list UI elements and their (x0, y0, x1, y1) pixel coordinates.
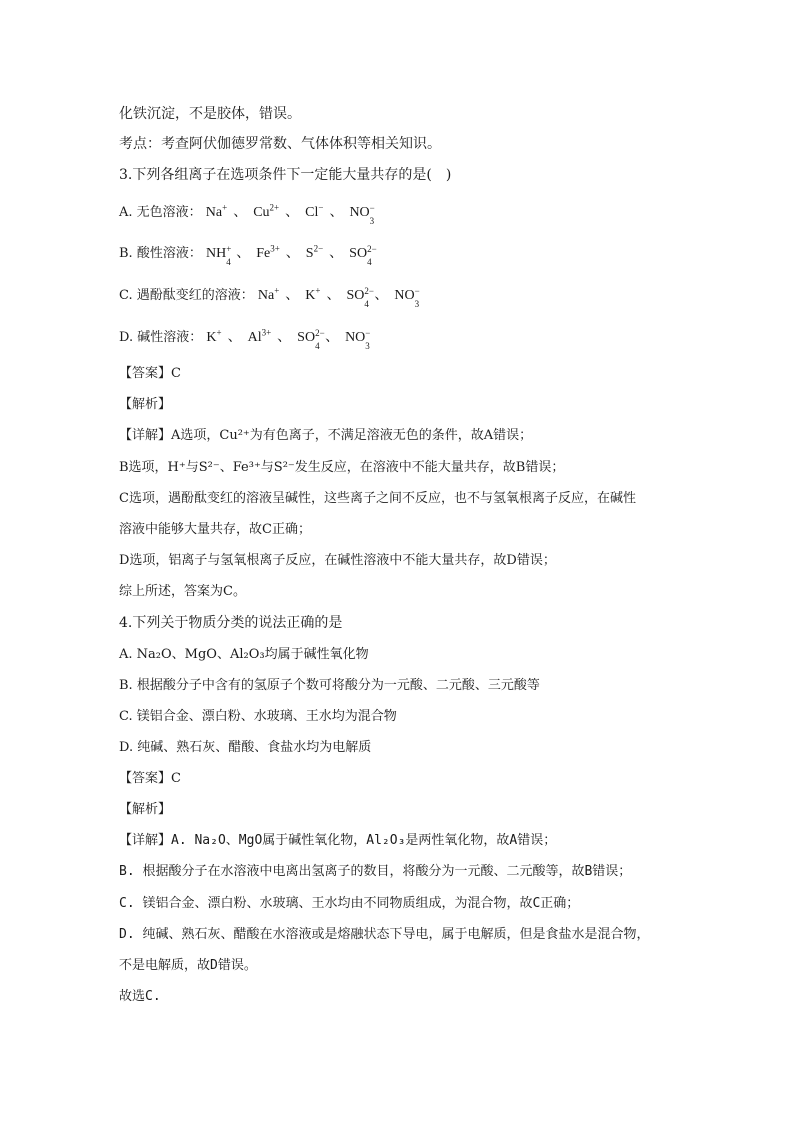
ion-list: Na+ 、 $Cu^{2+}$ 、 Cl− 、 NO − 3 (205, 202, 375, 226)
ion-list: K+ 、 $Al^{3+}$ 、 SO 2− 4 、 NO − 3 (206, 327, 371, 351)
option-label: B. 酸性溶液： (119, 246, 202, 261)
answer-label: 【答案】C (119, 771, 181, 786)
question-4-option-a: A. Na₂O、MgO、Al₂O₃均属于碱性氧化物 (119, 647, 369, 662)
answer-label: 【答案】C (119, 366, 181, 381)
explanation-line: C. 镁铝合金、漂白粉、水玻璃、王水均由不同物质组成，为混合物，故C正确； (119, 896, 580, 911)
explanation-line: 故选C. (119, 989, 161, 1004)
question-3-option-d (119, 327, 375, 351)
option-label: A. 无色溶液： (119, 205, 202, 220)
question-3-option-b (119, 243, 377, 267)
explanation-line: 【详解】A. Na₂O、MgO属于碱性氧化物，Al₂O₃是两性氧化物，故A错误； (119, 833, 557, 848)
explanation-line: 【详解】A选项，Cu²⁺为有色离子，不满足溶液无色的条件，故A错误； (119, 428, 533, 443)
explanation-line: C选项，遇酚酞变红的溶液呈碱性，这些离子之间不反应，也不与氢氧根离子反应，在碱性 (119, 491, 636, 506)
explanation-line: B选项，H⁺与S²⁻、Fe³⁺与S²⁻发生反应，在溶液中不能大量共存，故B错误； (119, 460, 565, 475)
explanation-line: 溶液中能够大量共存，故C正确； (119, 522, 311, 537)
explanation-line: D. 纯碱、熟石灰、醋酸在水溶液或是熔融状态下导电，属于电解质，但是食盐水是混合物， (119, 927, 650, 942)
analysis-label: 【解析】 (119, 397, 172, 412)
explanation-line: B. 根据酸分子在水溶液中电离出氢离子的数目，将酸分为一元酸、二元酸等，故B错误； (119, 864, 632, 879)
text-line: 化铁沉淀，不是胶体，错误。 (119, 106, 301, 122)
question-4-stem: 4.下列关于物质分类的说法正确的是 (119, 615, 343, 631)
option-label: C. 遇酚酞变红的溶液： (119, 288, 254, 303)
ion-list: NH + 4 、 $Fe^{3+}$ 、 $S^{2-}$ 、 SO 2− 4 (205, 243, 377, 267)
text-line: 考点：考查阿伏伽德罗常数、气体体积等相关知识。 (119, 136, 441, 152)
explanation-line: 综上所述，答案为C。 (119, 584, 246, 599)
question-3-option-c (119, 285, 425, 309)
ion-list: Na+ 、 K+ 、 SO 2− 4 、 NO − 3 (257, 285, 420, 309)
explanation-line: 不是电解质，故D错误。 (119, 958, 257, 973)
explanation-line: D选项，铝离子与氢氧根离子反应，在碱性溶液中不能大量共存，故D错误； (119, 553, 556, 568)
question-4-option-d: D. 纯碱、熟石灰、醋酸、食盐水均为电解质 (119, 740, 372, 755)
question-3-option-a (119, 202, 380, 226)
question-4-option-c: C. 镁铝合金、漂白粉、水玻璃、王水均为混合物 (119, 709, 397, 724)
option-label: D. 碱性溶液： (119, 330, 203, 345)
question-3-stem: 3.下列各组离子在选项条件下一定能大量共存的是( ) (119, 167, 452, 183)
analysis-label: 【解析】 (119, 802, 172, 817)
question-4-option-b: B. 根据酸分子中含有的氢原子个数可将酸分为一元酸、二元酸、三元酸等 (119, 678, 540, 693)
